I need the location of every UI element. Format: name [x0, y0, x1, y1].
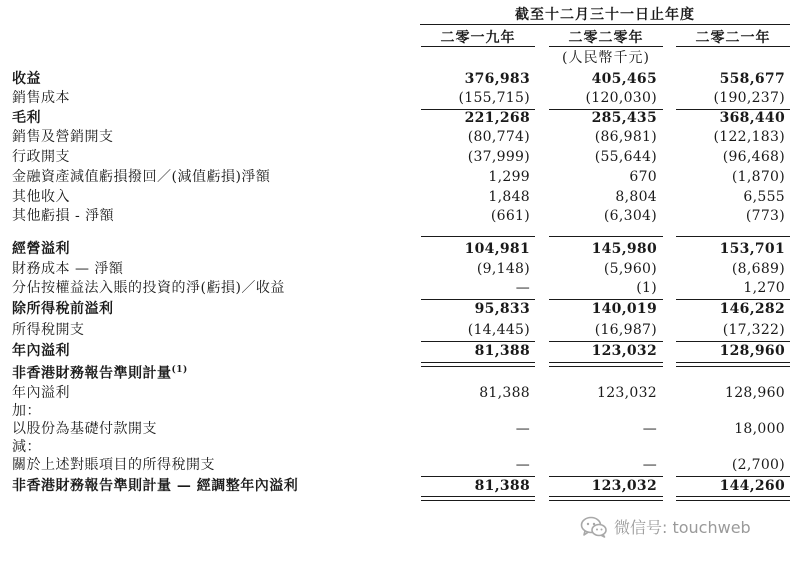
value-2021: 558,677	[719, 71, 785, 87]
row-label: 經營溢利	[12, 241, 70, 257]
value-2021: (8,689)	[731, 261, 785, 277]
value-2020: 123,032	[597, 385, 657, 401]
value-2021: 153,701	[719, 241, 785, 257]
table-row	[0, 240, 800, 259]
value-2020: 8,804	[615, 189, 657, 205]
row-label: 銷售成本	[12, 90, 70, 106]
value-2019: 221,268	[464, 110, 530, 126]
table-row	[0, 207, 800, 226]
subtotal-rule	[421, 236, 535, 237]
section-header	[12, 361, 188, 384]
row-label: 其他收入	[12, 189, 70, 205]
value-2020: 140,019	[591, 301, 657, 317]
row-label: 年內溢利	[12, 385, 70, 401]
value-2019: 81,388	[479, 385, 530, 401]
row-label: 行政開支	[12, 149, 70, 165]
value-2021: (1,870)	[731, 169, 785, 185]
value-2020: 405,465	[591, 71, 657, 87]
year-header-rule	[676, 46, 790, 47]
value-2021: (773)	[745, 208, 785, 224]
value-2020: —	[642, 457, 657, 473]
table-row	[0, 402, 800, 421]
value-2019: (155,715)	[458, 90, 530, 106]
row-label: 非香港財務報告準則計量 — 經調整年內溢利	[12, 478, 299, 494]
value-2021: 1,270	[743, 280, 785, 296]
value-2019: 1,848	[488, 189, 530, 205]
period-header: 截至十二月三十一日止年度	[515, 7, 695, 23]
table-row	[0, 260, 800, 279]
value-2019: 95,833	[474, 301, 530, 317]
table-row	[0, 321, 800, 340]
value-2020: 145,980	[591, 241, 657, 257]
table-row	[0, 148, 800, 167]
value-2020: (120,030)	[585, 90, 657, 106]
table-row	[0, 89, 800, 108]
footnote-marker: (1)	[171, 365, 188, 375]
value-2019: (661)	[490, 208, 530, 224]
value-2019: 104,981	[464, 241, 530, 257]
value-2020: 123,032	[591, 478, 657, 494]
value-2019: 376,983	[464, 71, 530, 87]
value-2019: (80,774)	[467, 129, 530, 145]
table-row	[0, 70, 800, 89]
value-2021: 144,260	[719, 478, 785, 494]
value-2019: (14,445)	[467, 322, 530, 338]
value-2019: 81,388	[474, 478, 530, 494]
row-label: 其他虧損 - 淨額	[12, 208, 115, 224]
value-2021: (17,322)	[722, 322, 785, 338]
table-row	[0, 456, 800, 475]
value-2021: 368,440	[719, 110, 785, 126]
table-row	[0, 128, 800, 147]
table-row	[0, 438, 800, 457]
value-2021: (96,468)	[722, 149, 785, 165]
value-2020: (5,960)	[603, 261, 657, 277]
subtotal-rule	[676, 236, 790, 237]
wechat-watermark	[580, 515, 751, 538]
row-label: 減：	[12, 439, 41, 455]
row-label: 財務成本 — 淨額	[12, 261, 124, 277]
row-label: 毛利	[12, 110, 41, 126]
table-row	[0, 188, 800, 207]
value-2021: 128,960	[725, 385, 785, 401]
row-label: 除所得稅前溢利	[12, 301, 114, 317]
value-2021: (122,183)	[713, 129, 785, 145]
total-double-rule	[549, 496, 663, 501]
value-2019: —	[515, 421, 530, 437]
value-2020: (1)	[636, 280, 657, 296]
value-2021: 6,555	[743, 189, 785, 205]
unit-label: (人民幣千元)	[562, 50, 650, 66]
wechat-icon	[580, 516, 608, 538]
value-2021: (190,237)	[713, 90, 785, 106]
year-header-2019: 二零一九年	[440, 30, 516, 46]
total-double-rule	[421, 496, 535, 501]
row-label: 以股份為基礎付款開支	[12, 421, 157, 437]
value-2019: —	[515, 280, 530, 296]
value-2020: —	[642, 421, 657, 437]
total-double-rule	[676, 496, 790, 501]
table-row	[0, 300, 800, 319]
year-header-rule	[421, 46, 535, 47]
watermark-text: 微信号: touchweb	[614, 518, 751, 537]
table-row	[0, 279, 800, 298]
row-label: 收益	[12, 71, 41, 87]
table-row	[0, 109, 800, 128]
table-row	[0, 168, 800, 187]
value-2019: (37,999)	[467, 149, 530, 165]
table-row	[0, 420, 800, 439]
year-header-2021: 二零二一年	[695, 30, 771, 46]
value-2021: (2,700)	[731, 457, 785, 473]
row-label: 關於上述對賬項目的所得稅開支	[12, 457, 215, 473]
value-2019: 1,299	[488, 169, 530, 185]
period-header-rule	[420, 24, 790, 25]
table-row	[0, 477, 800, 496]
row-label: 加：	[12, 403, 41, 419]
value-2021: 18,000	[734, 421, 785, 437]
section-header-row	[0, 361, 800, 380]
table-row	[0, 342, 800, 361]
value-2019: (9,148)	[476, 261, 530, 277]
row-label: 所得稅開支	[12, 322, 85, 338]
value-2019: —	[515, 457, 530, 473]
row-label: 銷售及營銷開支	[12, 129, 114, 145]
table-row	[0, 384, 800, 403]
value-2021: 128,960	[719, 343, 785, 359]
row-label: 分佔按權益法入賬的投資的淨(虧損)／收益	[12, 280, 285, 296]
row-label: 年內溢利	[12, 343, 70, 359]
value-2020: (6,304)	[603, 208, 657, 224]
value-2020: (16,987)	[594, 322, 657, 338]
row-label: 金融資產減值虧損撥回／(減值虧損)淨額	[12, 169, 271, 185]
value-2020: 285,435	[591, 110, 657, 126]
value-2021: 146,282	[719, 301, 785, 317]
subtotal-rule	[549, 236, 663, 237]
section-header-text: 非香港財務報告準則計量	[12, 365, 172, 382]
value-2020: 123,032	[591, 343, 657, 359]
value-2019: 81,388	[474, 343, 530, 359]
value-2020: 670	[629, 169, 657, 185]
year-header-2020: 二零二零年	[568, 30, 644, 46]
value-2020: (55,644)	[594, 149, 657, 165]
value-2020: (86,981)	[594, 129, 657, 145]
